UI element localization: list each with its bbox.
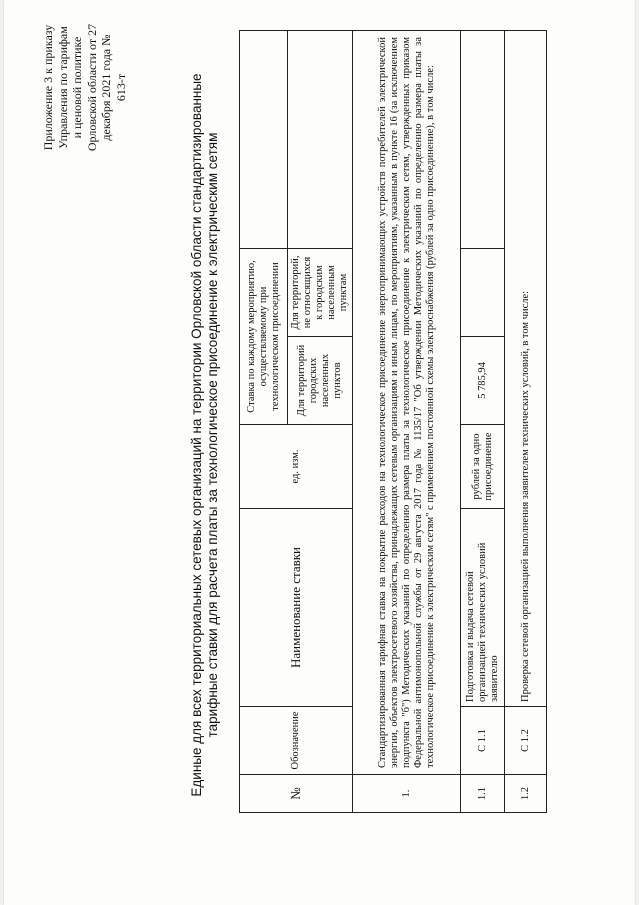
table-row (353, 31, 461, 813)
rates-table (239, 30, 547, 813)
header-num: № (240, 775, 353, 813)
table-row (505, 31, 547, 813)
header-urban: Для территорий городских населенных пунктов (288, 337, 353, 425)
row-number: 1. (353, 775, 461, 813)
document-title (189, 55, 221, 815)
row-number: 1.2 (505, 775, 547, 813)
header-name: Наименование ставки (240, 509, 353, 707)
approval-line: Приложение 3 к приказу (41, 24, 55, 151)
header-rate-group: Ставка по каждому мероприятию, осуществляемому при технологическом присоединении (240, 249, 288, 425)
row-description: Проверка сетевой организацией выполнения заявителем технических условий, в том числе: (505, 31, 547, 707)
row-rural-rate (461, 249, 505, 337)
row-description: Стандартизированная тарифная ставка на покрытие расходов на технологическое присоединение энергопринимающих устройств потребителей электрической энергии, объектов электросетевого хозяйства, принадлежащих сетевым организациям и иным лицам, по мероприятиям, указанным в пункте 16 (за исключением подпункта "б") Методических указаний по определению размера платы за технологическое присоединение к электрическим сетям, утвержденных приказом Федеральной антимонопольной службы от 29 августа 2017 года № 1135/17 "Об утверждении Методических указаний по определению размера платы за технологическое присоединение к электрическим сетям" с применением постоянной схемы электроснабжения (рублей за одно присоединение), в том числе: (353, 31, 461, 775)
document-page (4, 0, 635, 905)
approval-line: 613-т (113, 73, 128, 102)
approval-line: Управления по тарифам (55, 26, 70, 149)
title-line-2: тарифные ставки для расчета платы за технологическое присоединение к электрическим сетям (205, 132, 220, 738)
row-designation: С 1.1 (461, 707, 505, 775)
header-unit: ед. изм. (240, 425, 353, 509)
row-urban-rate: 5 785,94 (461, 337, 505, 425)
title-line-1: Единые для всех территориальных сетевых организаций на территории Орловской области стандартизированные (189, 73, 204, 797)
header-empty-cell (240, 31, 288, 249)
approval-line: и ценовой политике (70, 36, 84, 139)
approval-line: декабря 2021 года № (99, 34, 113, 141)
approval-line: Орловской области от 27 (84, 23, 99, 152)
row-designation: С 1.2 (505, 707, 547, 775)
approval-note (41, 20, 128, 155)
row-number: 1.1 (461, 775, 505, 813)
row-name: Подготовка и выдача сетевой организацией технических условий заявителю (461, 509, 505, 707)
row-empty-cell (461, 31, 505, 249)
header-row-1 (240, 31, 288, 813)
rotated-landscape-content (4, 0, 635, 905)
row-unit: рублей за одно присоединение (461, 425, 505, 509)
table-row (461, 31, 505, 813)
header-empty-cell (288, 31, 353, 249)
header-designation: Обозначение (240, 707, 353, 775)
header-rural: Для территорий, не относящихся к городским населенным пунктам (288, 249, 353, 337)
